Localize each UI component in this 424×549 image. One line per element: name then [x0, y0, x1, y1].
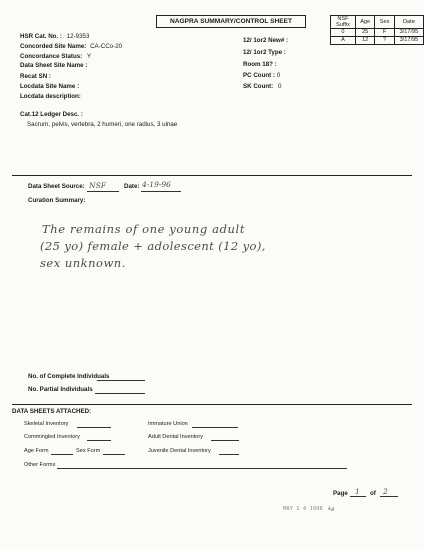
cell-date: 3/17/95: [394, 37, 423, 45]
source-date-value: 4-19-96: [142, 180, 171, 189]
header-nsf-suffix: NSF Suffix: [331, 16, 356, 29]
juvenile-dental-inventory-label: Juvenile Dental Inventory: [148, 448, 211, 454]
hsr-cat-label: HSR Cat. No. :: [20, 33, 62, 40]
concorded-site-value: CA-CCo-20: [90, 43, 123, 50]
cell-sex: ?: [375, 37, 394, 45]
page-of-label: of: [370, 490, 376, 497]
cell-age: 12: [355, 37, 374, 45]
suffix-table: [330, 15, 424, 45]
curation-line-2: (25 yo) female + adolescent (12 yo),: [40, 239, 266, 253]
adult-dental-inventory-label: Adult Dental Inventory: [148, 434, 204, 440]
section-divider: [12, 404, 412, 405]
new-number-label: 12/ 1or2 New# :: [243, 37, 289, 44]
attached-heading: DATA SHEETS ATTACHED:: [12, 408, 92, 415]
partial-individuals-line: [95, 393, 145, 394]
section-divider: [12, 175, 412, 176]
sk-count-value: 0: [277, 83, 282, 90]
source-underline: [87, 191, 119, 192]
concorded-site-field: [20, 43, 122, 50]
hsr-cat-field: [20, 33, 89, 40]
complete-individuals-line: [97, 380, 145, 381]
sk-count-label: SK Count:: [243, 83, 274, 90]
ledger-desc-value: Sacrum, pelvis, vertebra, 2 humeri, one radius, 3 ulnae: [27, 121, 178, 128]
sk-count-field: [243, 83, 281, 90]
stamp-date: MAY 1 4 1998: [283, 506, 323, 512]
datasheet-source-label: Data Sheet Source:: [28, 183, 85, 190]
concordance-status-label: Concordance Status:: [20, 53, 83, 60]
complete-individuals-label: No. of Complete Individuals: [28, 373, 110, 380]
cell-date: 3/17/95: [394, 29, 423, 37]
pc-count-field: [243, 72, 280, 79]
cell-suffix: A: [331, 37, 356, 45]
received-stamp: [283, 506, 334, 512]
immature-union-label: Immature Union: [148, 421, 188, 427]
immature-union-line: [192, 427, 238, 428]
page-current: 1: [355, 487, 360, 496]
page-total-line: [380, 496, 398, 497]
datasheet-source-value: NSF: [89, 181, 106, 190]
sex-form-line: [103, 454, 125, 455]
skeletal-inventory-line: [77, 427, 111, 428]
pc-count-label: PC Count :: [243, 72, 275, 79]
curation-line-3: sex unknown.: [40, 256, 126, 270]
page-label: Page: [333, 490, 348, 497]
sheet-title: NAGPRA SUMMARY/CONTROL SHEET: [156, 15, 306, 28]
concorded-site-label: Concorded Site Name:: [20, 43, 87, 50]
recat-sn-label: Recat SN :: [20, 73, 51, 80]
page-total: 2: [383, 487, 388, 496]
cell-age: 25: [355, 29, 374, 37]
stamp-initials: kg: [328, 506, 335, 512]
commingled-inventory-line: [87, 440, 111, 441]
concordance-status-value: Y: [86, 53, 92, 60]
concordance-status-field: [20, 53, 91, 60]
cell-sex: F: [375, 29, 394, 37]
header-sex: Sex: [375, 16, 394, 29]
locdata-description-label: Locdata description:: [20, 93, 81, 100]
page-current-line: [350, 496, 366, 497]
ledger-desc-label: Cat.12 Ledger Desc. :: [20, 111, 83, 118]
locdata-site-label: Locdata Site Name :: [20, 83, 80, 90]
table-row: [331, 29, 424, 37]
cell-suffix: 0: [331, 29, 356, 37]
type-label: 12/ 1or2 Type :: [243, 49, 286, 56]
source-date-label: Date:: [124, 183, 140, 190]
commingled-inventory-label: Commingled Inventory: [24, 434, 80, 440]
header-age: Age: [355, 16, 374, 29]
room-18-label: Room 18? :: [243, 61, 277, 68]
skeletal-inventory-label: Skeletal Inventory: [24, 421, 69, 427]
juvenile-dental-inventory-line: [219, 454, 239, 455]
suffix-table-header: [331, 16, 424, 29]
adult-dental-inventory-line: [211, 440, 239, 441]
partial-individuals-label: No. Partial Individuals: [28, 386, 93, 393]
other-forms-label: Other Forms: [24, 462, 56, 468]
datasheet-site-label: Data Sheet Site Name :: [20, 62, 88, 69]
table-row: [331, 37, 424, 45]
pc-count-value: 0: [276, 72, 281, 79]
other-forms-line: [57, 468, 347, 469]
header-date: Date: [394, 16, 423, 29]
age-form-line: [51, 454, 73, 455]
date-underline: [141, 191, 181, 192]
curation-summary-label: Curation Summary:: [28, 197, 86, 204]
curation-line-1: The remains of one young adult: [42, 222, 246, 236]
age-form-label: Age Form: [24, 448, 49, 454]
hsr-cat-value: 12-9353: [66, 33, 90, 40]
sex-form-label: Sex Form: [76, 448, 101, 454]
